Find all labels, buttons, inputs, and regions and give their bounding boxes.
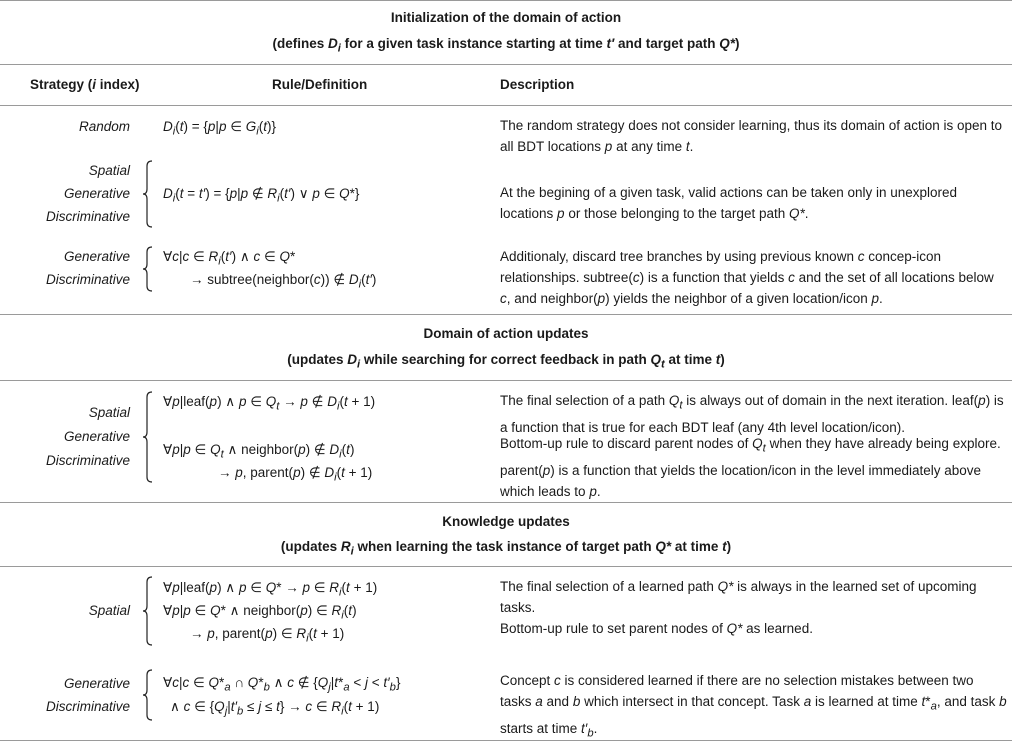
section-title-domain-updates: Domain of action updates: [423, 326, 589, 341]
section-rule: [0, 566, 1012, 567]
section-rule: [0, 502, 1012, 503]
brace: [143, 669, 153, 721]
strategy-generative: Generative: [63, 429, 130, 444]
strategy-discriminative: Discriminative: [45, 209, 130, 224]
strategy-spatial: Spatial: [88, 163, 130, 178]
description-random: The random strategy does not consider learning, thus its domain of action is open to all BDT locations p at any time t.: [500, 118, 1003, 154]
section-subtitle-initialization: (defines $D_i$ for a given task instance starting at time t′ and target path Q*): [272, 36, 740, 55]
rule-knowledge-parent-2: → p, parent(p) ∈ $R_i(t + 1)$: [190, 626, 345, 645]
strategy-generative: Generative: [63, 249, 130, 264]
strategy-spatial: Spatial: [88, 405, 130, 420]
description-knowledge-concept: Concept c is considered learned if there are no selection mistakes between two tasks a and b which intersect in that concept. Task a is learned at time $t*_a$, and task b starts at time $t'_b$.: [500, 673, 1007, 740]
section-subtitle-knowledge-updates: (updates $R_i$ when learning the task instance of target path Q* at time t): [280, 539, 732, 558]
section-title-initialization: Initialization of the domain of action: [390, 10, 622, 25]
header-strategy: Strategy (i index): [30, 77, 140, 92]
description-init-domain: At the begining of a given task, valid actions can be taken only in unexplored locations p or those belonging to the target path Q*.: [500, 185, 958, 221]
strategy-generative: Generative: [63, 186, 130, 201]
description-domain-leaf: The final selection of a path $Q_t$ is always out of domain in the next iteration. leaf(p) is a function that is true for each BDT leaf (any 4th level location/icon).: [500, 393, 1004, 435]
strategy-spatial: Spatial: [88, 603, 130, 618]
rule-init-subtree-2: → subtree(neighbor(c)) ∉ $D_i(t')$: [190, 272, 377, 291]
strategy-discriminative: Discriminative: [45, 453, 130, 468]
top-rule: [0, 0, 1012, 1]
strategy-discriminative: Discriminative: [45, 699, 130, 714]
header-rule: [0, 105, 1012, 106]
rule-init-subtree-1: ∀c|c ∈ $R_i(t')$ ∧ c ∈ Q*: [163, 249, 296, 268]
description-init-subtree: Additionaly, discard tree branches by using previous known c concep-icon relationships. subtree(c) is a function that yields c and the set of all locations below c, and neighbor(p) yields the neighbor of a given location/icon p.: [500, 249, 994, 306]
rule-random: $D_i(t) = \{p|p$ ∈ $G_i(t)$}: [163, 119, 277, 138]
rule-knowledge-parent-1: ∀p|p ∈ Q* ∧ neighbor(p) ∈ $R_i(t)$: [163, 603, 357, 622]
rule-init-domain: $D_i(t = t') = \{p|p$ ∉ $R_i(t')$ ∨ p ∈ Q*}: [163, 186, 360, 205]
section-rule: [0, 380, 1012, 381]
description-domain-parent: Bottom-up rule to discard parent nodes of $Q_t$ when they have already being explore. parent(p) is a function that yields the location/icon in the level immediately above which leads to p.: [500, 436, 1001, 499]
section-subtitle-domain-updates: (updates $D_i$ while searching for correct feedback in path $Q_t$ at time t): [287, 352, 725, 371]
rule-knowledge-leaf: ∀p|leaf(p) ∧ p ∈ Q* → p ∈ $R_i(t + 1)$: [163, 580, 378, 599]
header-description: Description: [500, 77, 575, 92]
rule-domain-leaf: ∀p|leaf(p) ∧ p ∈ $Q_t \to p$ ∉ $D_i(t + 1)$: [163, 394, 376, 413]
section-title-knowledge-updates: Knowledge updates: [442, 514, 570, 529]
rule-knowledge-concept-1: ∀c|c ∈ $Q*_a$ ∩ $Q*_b$ ∧ c ∉ $\{Q_j|t*_a < j < t'_b\}$: [163, 675, 401, 694]
brace: [143, 246, 153, 292]
section-rule: [0, 314, 1012, 315]
rule-domain-parent-2: → p, parent(p) ∉ $D_i(t + 1)$: [218, 465, 373, 484]
rule-knowledge-concept-2: ∧ c ∈ $\{Q_j|t'_b \le j \le t\} \to c$ ∈ $R_i(t + 1)$: [170, 699, 380, 718]
brace: [143, 391, 153, 483]
strategy-generative: Generative: [63, 676, 130, 691]
description-knowledge-leaf: The final selection of a learned path Q* is always in the learned set of upcoming tasks.: [500, 579, 977, 615]
rule-domain-parent-1: ∀p|p ∈ $Q_t$ ∧ neighbor(p) ∉ $D_i(t)$: [163, 442, 355, 461]
strategy-discriminative: Discriminative: [45, 272, 130, 287]
strategy-random: Random: [78, 119, 130, 134]
section-rule: [0, 64, 1012, 65]
brace: [143, 160, 153, 228]
brace: [143, 576, 153, 646]
header-rule: Rule/Definition: [272, 77, 368, 92]
description-knowledge-parent: Bottom-up rule to set parent nodes of Q* as learned.: [500, 621, 813, 636]
